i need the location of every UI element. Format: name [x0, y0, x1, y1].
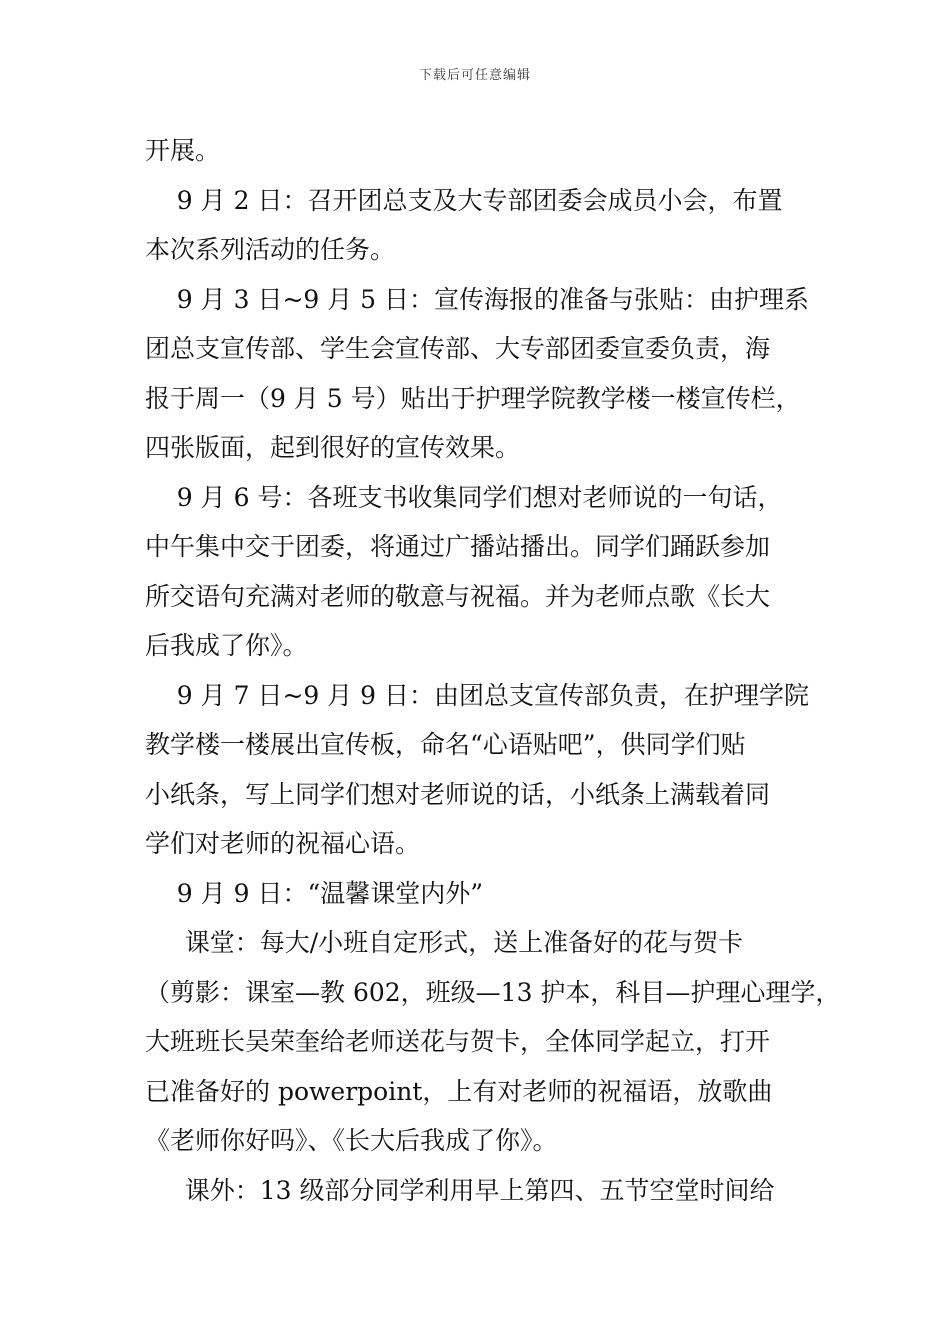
text-line: 学们对老师的祝福心语。 [145, 829, 421, 858]
text-line: 开展。 [145, 136, 221, 165]
text-line: 9 月 9 日：“温馨课堂内外” [145, 878, 484, 908]
text-line: 课外：13 级部分同学利用早上第四、五节空堂时间给 [145, 1175, 775, 1205]
document-body [145, 126, 841, 1215]
text-line: 《老师你好吗》、《长大后我成了你》。 [145, 1126, 558, 1155]
text-line: 团总支宣传部、学生会宣传部、大专部团委宣委负责，海 [145, 334, 771, 363]
text-line: 中午集中交于团委，将通过广播站播出。同学们踊跃参加 [145, 532, 771, 561]
text-line: 9 月 6 号：各班支书收集同学们想对老师说的一句话， [145, 482, 783, 512]
text-line: 后我成了你》。 [145, 631, 308, 660]
text-line: 大班班长吴荣奎给老师送花与贺卡，全体同学起立，打开 [145, 1027, 771, 1056]
text-line: 9 月 2 日：召开团总支及大专部团委会成员小会，布置 [145, 185, 783, 215]
text-line: 9 月 3 日~9 月 5 日：宣传海报的准备与张贴：由护理系 [145, 284, 810, 314]
text-line: 9 月 7 日~9 月 9 日：由团总支宣传部负责，在护理学院 [145, 680, 810, 710]
text-line: 所交语句充满对老师的敬意与祝福。并为老师点歌《长大 [145, 581, 771, 611]
text-line: 教学楼一楼展出宣传板，命名“心语贴吧”，供同学们贴 [145, 730, 746, 759]
page-header: 下载后可任意编辑 [418, 68, 531, 83]
text-line: 小纸条，写上同学们想对老师说的话，小纸条上满载着同 [145, 779, 771, 809]
text-line: 报于周一（9 月 5 号）贴出于护理学院教学楼一楼宣传栏， [145, 383, 801, 413]
text-line: 四张版面，起到很好的宣传效果。 [145, 433, 521, 462]
text-line: 本次系列活动的任务。 [145, 235, 396, 264]
text-line: 已准备好的 powerpoint，上有对老师的祝福语，放歌曲 [145, 1076, 773, 1106]
text-line: （剪影：课室—教 602，班级—13 护本，科目—护理心理学， [145, 977, 841, 1007]
text-line: 课堂：每大/小班自定形式，送上准备好的花与贺卡 [145, 928, 744, 957]
